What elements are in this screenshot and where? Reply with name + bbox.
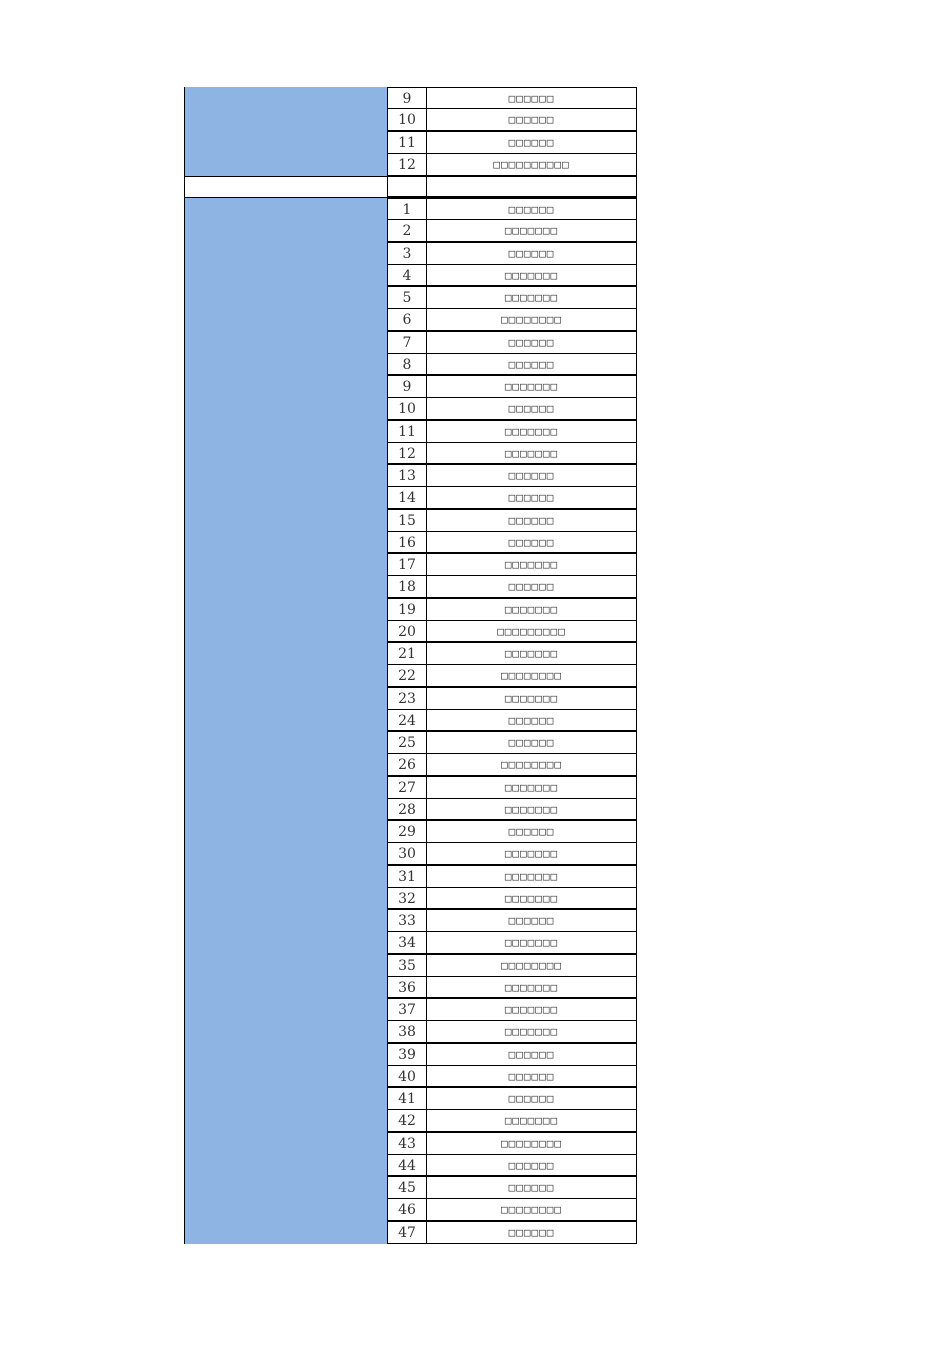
row-name-cell: □□□□□□□ — [427, 599, 637, 621]
table-row — [387, 688, 637, 710]
row-name-cell: □□□□□□□ — [427, 265, 637, 287]
row-number-cell: 4 — [387, 265, 427, 287]
row-name-cell: □□□□□□□□ — [427, 665, 637, 687]
table-row — [387, 643, 637, 665]
row-name-cell: □□□□□□□□□□ — [427, 154, 637, 176]
row-name-cell: □□□□□□ — [427, 332, 637, 354]
row-name-cell: □□□□□□ — [427, 510, 637, 532]
table-row — [387, 955, 637, 977]
row-number-cell: 46 — [387, 1199, 427, 1221]
table-row — [387, 665, 637, 687]
row-number-cell: 24 — [387, 710, 427, 732]
row-name-cell: □□□□□□ — [427, 487, 637, 509]
row-number-cell: 37 — [387, 999, 427, 1021]
row-number-cell: 5 — [387, 287, 427, 309]
row-name-cell: □□□□□□□□□ — [427, 621, 637, 643]
table-row — [387, 1133, 637, 1155]
row-name-cell: □□□□□□□ — [427, 888, 637, 910]
row-name-cell: □□□□□□□ — [427, 443, 637, 465]
row-number-cell: 9 — [387, 87, 427, 109]
row-name-cell: □□□□□□□ — [427, 866, 637, 888]
row-number-cell: 44 — [387, 1155, 427, 1177]
row-name-cell: □□□□□□□ — [427, 1021, 637, 1043]
table-row — [387, 354, 637, 376]
row-number-cell: 43 — [387, 1133, 427, 1155]
row-number-cell: 23 — [387, 688, 427, 710]
row-name-cell: □□□□□□□□ — [427, 309, 637, 331]
table-row — [387, 154, 637, 176]
row-number-cell: 36 — [387, 977, 427, 999]
row-name-cell: □□□□□□ — [427, 576, 637, 598]
row-number-cell: 25 — [387, 732, 427, 754]
row-name-cell: □□□□□□□ — [427, 287, 637, 309]
row-number-cell: 10 — [387, 109, 427, 131]
row-number-cell: 31 — [387, 866, 427, 888]
row-number-cell: 16 — [387, 532, 427, 554]
row-name-cell: □□□□□□ — [427, 821, 637, 843]
row-number-cell: 3 — [387, 243, 427, 265]
table-row — [387, 243, 637, 265]
row-name-cell: □□□□□□ — [427, 1088, 637, 1110]
table-row — [387, 888, 637, 910]
row-number-cell: 29 — [387, 821, 427, 843]
row-name-cell: □□□□□□ — [427, 910, 637, 932]
spreadsheet-table — [184, 87, 637, 1244]
row-number-cell: 35 — [387, 955, 427, 977]
group-b-label-cell — [184, 198, 388, 1244]
row-name-cell: □□□□□□ — [427, 87, 637, 109]
table-row — [387, 487, 637, 509]
row-number-cell: 42 — [387, 1110, 427, 1132]
row-number-cell: 12 — [387, 443, 427, 465]
table-row — [387, 710, 637, 732]
row-name-cell: □□□□□□□ — [427, 688, 637, 710]
separator-num-cell — [387, 176, 427, 198]
table-row — [387, 621, 637, 643]
row-number-cell: 8 — [387, 354, 427, 376]
row-name-cell: □□□□□□□ — [427, 554, 637, 576]
table-row — [387, 754, 637, 776]
group-a-label-cell — [184, 87, 388, 176]
row-number-cell: 1 — [387, 198, 427, 220]
table-row — [387, 576, 637, 598]
row-number-cell: 39 — [387, 1044, 427, 1066]
row-number-cell: 41 — [387, 1088, 427, 1110]
table-row — [387, 599, 637, 621]
table-row — [387, 398, 637, 420]
table-row — [387, 87, 637, 109]
table-row — [387, 1066, 637, 1088]
row-number-cell: 21 — [387, 643, 427, 665]
table-row — [387, 932, 637, 954]
group-b — [184, 198, 637, 1244]
row-number-cell: 33 — [387, 910, 427, 932]
table-row — [387, 287, 637, 309]
row-number-cell: 11 — [387, 132, 427, 154]
row-name-cell: □□□□□□□ — [427, 220, 637, 242]
row-name-cell: □□□□□□□ — [427, 999, 637, 1021]
row-name-cell: □□□□□□ — [427, 1177, 637, 1199]
row-name-cell: □□□□□□□□ — [427, 1199, 637, 1221]
row-name-cell: □□□□□□□ — [427, 977, 637, 999]
table-row — [387, 132, 637, 154]
row-name-cell: □□□□□□□ — [427, 932, 637, 954]
table-row — [387, 732, 637, 754]
row-name-cell: □□□□□□□ — [427, 1110, 637, 1132]
row-name-cell: □□□□□□ — [427, 1044, 637, 1066]
row-number-cell: 30 — [387, 843, 427, 865]
row-number-cell: 6 — [387, 309, 427, 331]
row-number-cell: 20 — [387, 621, 427, 643]
row-number-cell: 14 — [387, 487, 427, 509]
row-number-cell: 15 — [387, 510, 427, 532]
table-row — [387, 999, 637, 1021]
table-row — [387, 910, 637, 932]
row-number-cell: 7 — [387, 332, 427, 354]
table-row — [387, 1044, 637, 1066]
table-row — [387, 977, 637, 999]
row-name-cell: □□□□□□ — [427, 398, 637, 420]
table-row — [387, 866, 637, 888]
table-row — [387, 332, 637, 354]
table-row — [387, 821, 637, 843]
separator-name-cell — [427, 176, 637, 198]
table-row — [387, 265, 637, 287]
row-name-cell: □□□□□□ — [427, 354, 637, 376]
table-row — [387, 777, 637, 799]
table-row — [387, 220, 637, 242]
row-number-cell: 40 — [387, 1066, 427, 1088]
row-name-cell: □□□□□□ — [427, 1155, 637, 1177]
table-row — [387, 1177, 637, 1199]
table-row — [387, 1222, 637, 1244]
table-row — [387, 309, 637, 331]
table-row — [387, 1021, 637, 1043]
table-row — [387, 198, 637, 220]
table-row — [387, 1088, 637, 1110]
separator-row — [184, 176, 637, 198]
row-name-cell: □□□□□□ — [427, 710, 637, 732]
row-number-cell: 26 — [387, 754, 427, 776]
separator-label-cell — [184, 176, 387, 198]
row-name-cell: □□□□□□ — [427, 109, 637, 131]
row-name-cell: □□□□□□□□ — [427, 955, 637, 977]
row-name-cell: □□□□□□ — [427, 532, 637, 554]
row-name-cell: □□□□□□ — [427, 1066, 637, 1088]
table-row — [387, 1199, 637, 1221]
table-row — [387, 554, 637, 576]
group-a — [184, 87, 637, 176]
table-row — [387, 421, 637, 443]
row-name-cell: □□□□□□ — [427, 198, 637, 220]
row-number-cell: 28 — [387, 799, 427, 821]
row-number-cell: 2 — [387, 220, 427, 242]
row-number-cell: 18 — [387, 576, 427, 598]
row-number-cell: 13 — [387, 465, 427, 487]
row-number-cell: 32 — [387, 888, 427, 910]
row-number-cell: 47 — [387, 1222, 427, 1244]
row-name-cell: □□□□□□ — [427, 465, 637, 487]
table-row — [387, 799, 637, 821]
row-number-cell: 12 — [387, 154, 427, 176]
row-name-cell: □□□□□□□ — [427, 643, 637, 665]
row-name-cell: □□□□□□ — [427, 132, 637, 154]
row-number-cell: 45 — [387, 1177, 427, 1199]
row-name-cell: □□□□□□□ — [427, 421, 637, 443]
table-row — [387, 443, 637, 465]
row-name-cell: □□□□□□□ — [427, 799, 637, 821]
row-number-cell: 10 — [387, 398, 427, 420]
table-row — [387, 109, 637, 131]
table-row — [387, 465, 637, 487]
row-number-cell: 27 — [387, 777, 427, 799]
table-row — [387, 843, 637, 865]
row-number-cell: 38 — [387, 1021, 427, 1043]
row-number-cell: 34 — [387, 932, 427, 954]
row-number-cell: 19 — [387, 599, 427, 621]
table-row — [387, 532, 637, 554]
row-name-cell: □□□□□□ — [427, 243, 637, 265]
table-row — [387, 376, 637, 398]
table-row — [387, 1155, 637, 1177]
row-name-cell: □□□□□□□□ — [427, 754, 637, 776]
table-row — [387, 510, 637, 532]
row-name-cell: □□□□□□ — [427, 732, 637, 754]
row-number-cell: 11 — [387, 421, 427, 443]
row-name-cell: □□□□□□□ — [427, 777, 637, 799]
row-number-cell: 17 — [387, 554, 427, 576]
row-name-cell: □□□□□□ — [427, 1222, 637, 1244]
row-name-cell: □□□□□□□ — [427, 843, 637, 865]
table-row — [387, 1110, 637, 1132]
row-name-cell: □□□□□□□□ — [427, 1133, 637, 1155]
row-name-cell: □□□□□□□ — [427, 376, 637, 398]
row-number-cell: 22 — [387, 665, 427, 687]
row-number-cell: 9 — [387, 376, 427, 398]
